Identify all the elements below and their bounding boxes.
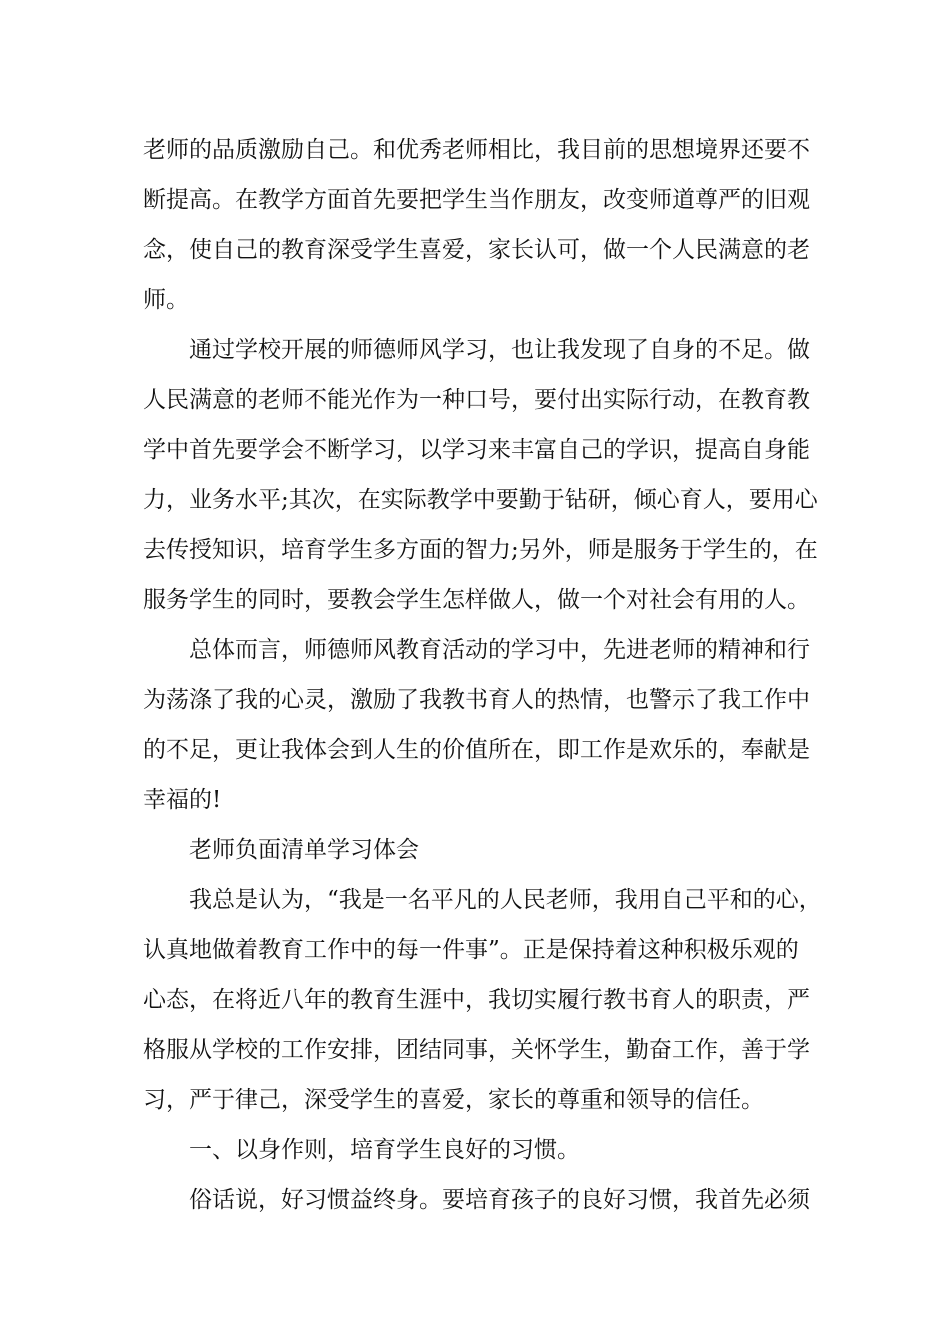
text-line: 幸福的! [143,787,222,813]
subsection-heading: 一、以身作则，培育学生良好的习惯。 [189,1137,580,1163]
text-line: 习，严于律己，深受学生的喜爱，家长的尊重和领导的信任。 [143,1087,764,1113]
paragraph-first-line: 我总是认为，“我是一名平凡的人民老师，我用自己平和的心， [189,887,822,913]
text-line: 心态，在将近八年的教育生涯中，我切实履行教书育人的职责，严 [143,987,810,1013]
paragraph-first-line: 俗话说，好习惯益终身。要培育孩子的良好习惯，我首先必须 [189,1187,810,1213]
paragraph-first-line: 总体而言，师德师风教育活动的学习中，先进老师的精神和行 [189,637,810,663]
text-line: 服务学生的同时，要教会学生怎样做人，做一个对社会有用的人。 [143,587,810,613]
text-line: 念，使自己的教育深受学生喜爱，家长认可，做一个人民满意的老 [143,237,810,263]
text-line: 老师的品质激励自己。和优秀老师相比，我目前的思想境界还要不 [143,137,810,163]
text-line: 师。 [143,287,189,313]
text-line: 为荡涤了我的心灵，激励了我教书育人的热情，也警示了我工作中 [143,687,810,713]
paragraph-first-line: 通过学校开展的师德师风学习，也让我发现了自身的不足。做 [189,337,810,363]
text-line: 学中首先要学会不断学习，以学习来丰富自己的学识，提高自身能 [143,437,810,463]
text-line: 的不足，更让我体会到人生的价值所在，即工作是欢乐的，奉献是 [143,737,810,763]
text-line: 断提高。在教学方面首先要把学生当作朋友，改变师道尊严的旧观 [143,187,810,213]
text-line: 去传授知识，培育学生多方面的智力;另外，师是服务于学生的，在 [143,537,818,563]
text-line: 人民满意的老师不能光作为一种口号，要付出实际行动，在教育教 [143,387,810,413]
text-line: 格服从学校的工作安排，团结同事，关怀学生，勤奋工作，善于学 [143,1037,810,1063]
text-line: 认真地做着教育工作中的每一件事”。正是保持着这种积极乐观的 [143,937,799,963]
text-line: 力，业务水平;其次，在实际教学中要勤于钻研，倾心育人，要用心 [143,487,818,513]
section-heading: 老师负面清单学习体会 [189,837,419,863]
